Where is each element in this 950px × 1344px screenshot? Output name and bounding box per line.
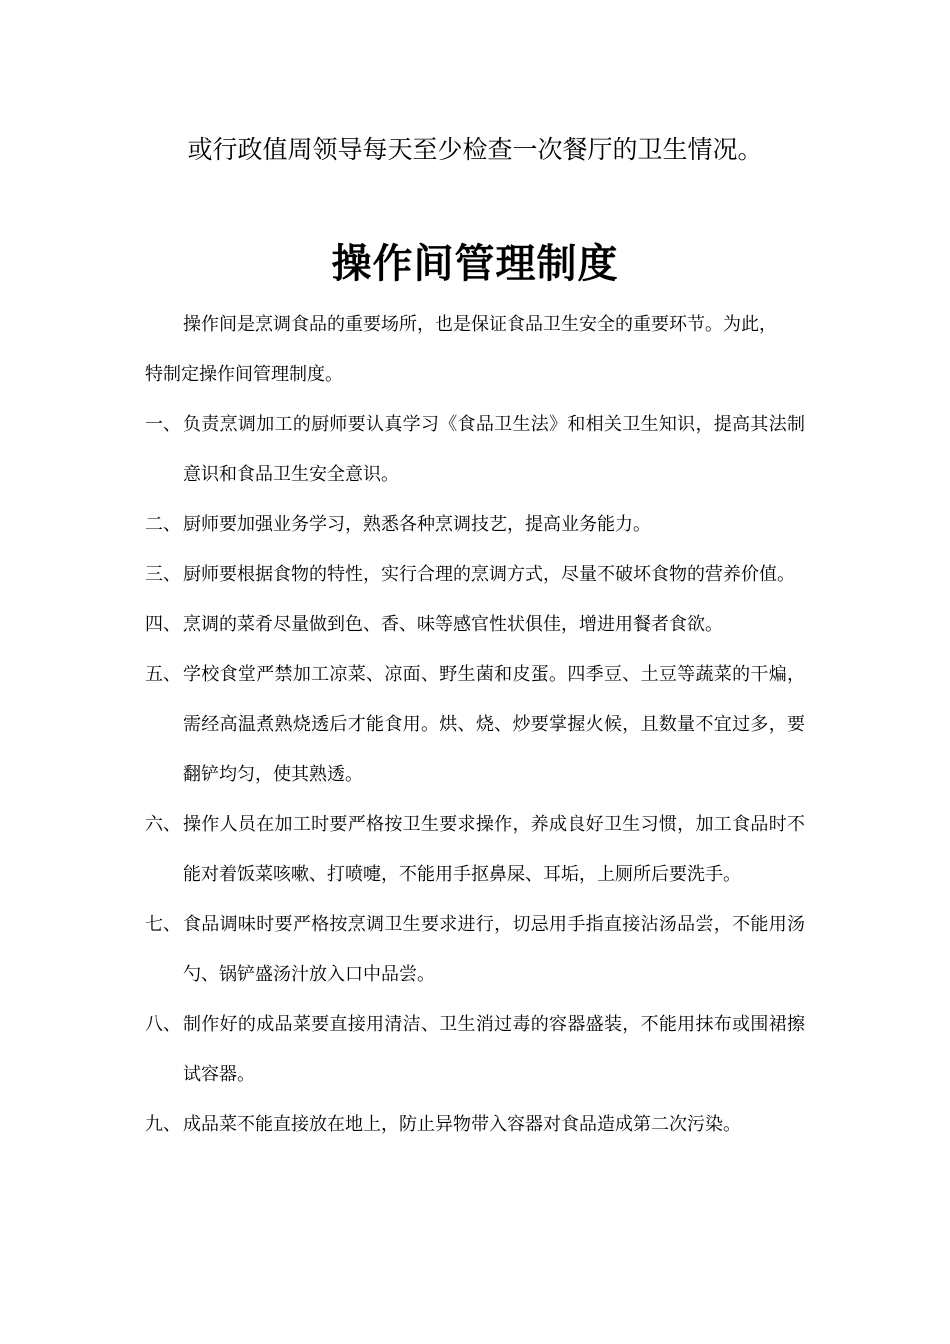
- rule-item: [145, 600, 825, 650]
- rule-text: 厨师要加强业务学习，熟悉各种烹调技艺，提高业务能力。: [183, 514, 651, 535]
- rule-item: [145, 900, 825, 1000]
- intro-line: 操作间是烹调食品的重要场所，也是保证食品卫生安全的重要环节。为此，: [183, 314, 777, 335]
- page-title: 操作间管理制度: [331, 240, 619, 287]
- rule-number: 三、: [145, 564, 181, 585]
- rule-item: [145, 550, 825, 600]
- rule-text: 厨师要根据食物的特性，实行合理的烹调方式，尽量不破坏食物的营养价值。: [183, 564, 795, 585]
- rule-text: 食品调味时要严格按烹调卫生要求进行，切忌用手指直接沾汤品尝，不能用汤勺、锅铲盛汤汁放入口中品尝。: [183, 914, 805, 985]
- rule-number: 七、: [145, 914, 181, 935]
- rule-text: 成品菜不能直接放在地上，防止异物带入容器对食品造成第二次污染。: [183, 1114, 741, 1135]
- rule-item: [145, 1000, 825, 1100]
- rule-number: 二、: [145, 514, 181, 535]
- rule-number: 一、: [145, 414, 181, 435]
- rule-number: 九、: [145, 1114, 181, 1135]
- rule-item: [145, 400, 825, 500]
- rule-number: 八、: [145, 1014, 181, 1035]
- rule-item: [145, 800, 825, 900]
- intro-line: 特制定操作间管理制度。: [145, 364, 343, 385]
- rule-item: [145, 1100, 825, 1150]
- rule-item: [145, 500, 825, 550]
- rule-item: [145, 650, 825, 800]
- intro-paragraph: [145, 300, 825, 400]
- rule-text: 烹调的菜肴尽量做到色、香、味等感官性状俱佳，增进用餐者食欲。: [183, 614, 723, 635]
- rule-text: 制作好的成品菜要直接用清洁、卫生消过毒的容器盛装，不能用抹布或围裙擦试容器。: [183, 1014, 805, 1085]
- rule-text: 负责烹调加工的厨师要认真学习《食品卫生法》和相关卫生知识，提高其法制意识和食品卫生安全意识。: [183, 414, 805, 485]
- rule-text: 学校食堂严禁加工凉菜、凉面、野生菌和皮蛋。四季豆、土豆等蔬菜的干煸，需经高温煮熟烧透后才能食用。烘、烧、炒要掌握火候，且数量不宜过多，要翻铲均匀，使其熟透。: [183, 664, 805, 785]
- rule-number: 六、: [145, 814, 181, 835]
- continuation-text: 或行政值周领导每天至少检查一次餐厅的卫生情况。: [187, 135, 763, 164]
- rule-number: 五、: [145, 664, 181, 685]
- rule-number: 四、: [145, 614, 181, 635]
- rules-list: [145, 400, 825, 1150]
- rule-text: 操作人员在加工时要严格按卫生要求操作，养成良好卫生习惯，加工食品时不能对着饭菜咳嗽、打喷嚏，不能用手抠鼻屎、耳垢，上厕所后要洗手。: [183, 814, 805, 885]
